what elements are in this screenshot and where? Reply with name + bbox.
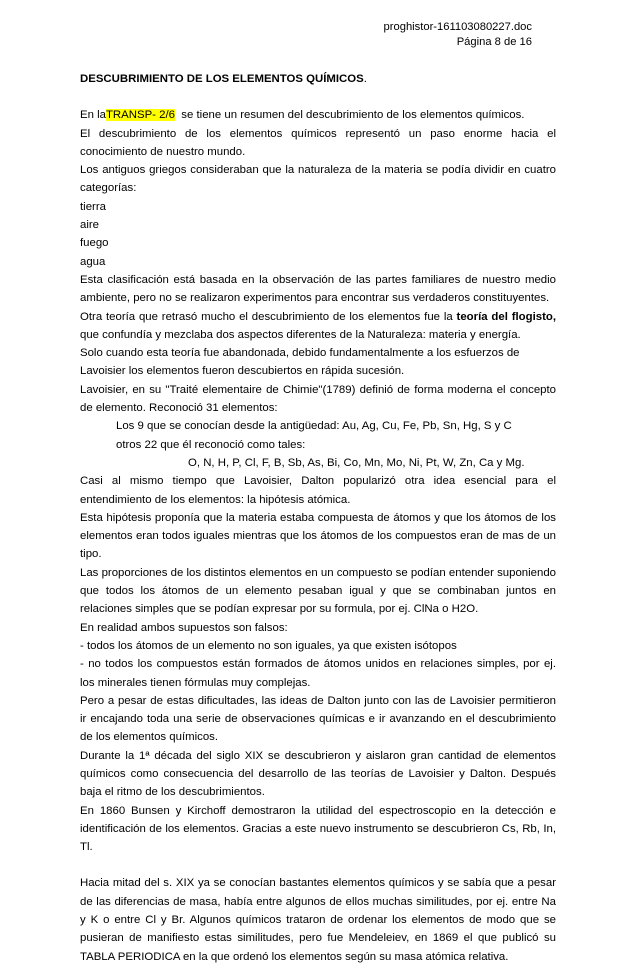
intro-pre: En la [80,109,106,122]
page-header [384,20,532,50]
section-title [80,70,556,88]
section-title-period: . [363,73,367,85]
intro-post: se tiene un resumen del descubrimiento de los elementos químicos. [174,109,525,122]
element-water: agua [80,255,106,268]
section-title-text: DESCUBRIMIENTO DE LOS ELEMENTOS QUÍMICOS [80,73,364,85]
paragraph-3: Esta clasificación está basada en la observación de las partes familiares de nuestro medio ambiente, pero no se realizaron experimentos para encontrar sus verdaderos constituyentes. [80,273,556,305]
paragraph-17: Hacia mitad del s. XIX ya se conocían bastantes elementos químicos y se sabía que a pesar de las diferencias de masa, había entre algunos de ellos muchas similitudes, por ej. entre Na y K o entre Cl y Br. Algunos químicos trataron de ordenar los elementos de modo que se pusieran de manifiesto estas similitudes, pero fue Mendeleiev, en 1869 el que publicó su TABLA PERIODICA en la que ordenó los elementos según su masa atómica relativa. [80,877,556,963]
paragraph-16: En 1860 Bunsen y Kirchoff demostraron la utilidad del espectroscopio en la detección e identificación de los elementos. Gracias a este nuevo instrumento se descubrieron Cs, Rb, In, Tl. [80,804,556,854]
paragraph-13: - no todos los compuestos están formados de átomos unidos en relaciones simples, por ej. los minerales tienen fórmulas muy complejas. [80,658,556,689]
p4-post: que confundía y mezclaba dos aspectos diferentes de la Naturaleza: materia y energía. [80,328,521,341]
paragraph-15: Durante la 1ª década del siglo XIX se descubrieron y aislaron gran cantidad de elementos químicos como consecuencia del desarrollo de las teorías de Lavoisier y Dalton. Después baja el ritmo de los descubrimientos. [80,749,556,799]
intro-paragraph [80,106,556,124]
paragraph-7: Lavoisier, en su "Traité elementaire de Chimie"(1789) definió de forma moderna el concepto de elemento. Reconoció 31 elementos: [80,383,556,415]
paragraph-1: El descubrimiento de los elementos químicos representó un paso enorme hacia el conocimiento de nuestro mundo. [80,127,556,158]
phlogiston-bold: teoría del flogisto, [456,310,556,323]
paragraph-gap [80,856,556,874]
paragraph-5: Solo cuando esta teoría fue abandonada, debido fundamentalmente a los esfuerzos de [80,347,520,360]
lavoisier-list-3: O, N, H, P, Cl, F, B, Sb, As, Bi, Co, Mn, Mo, Ni, Pt, W, Zn, Ca y Mg. [188,456,525,469]
paragraph-12: - todos los átomos de un elemento no son iguales, ya que existen isótopos [80,639,457,652]
paragraph-9: Esta hipótesis proponía que la materia estaba compuesta de átomos y que los átomos de los elementos eran todos iguales mientras que los átomos de los compuestos eran de mas de un tipo. [80,511,556,561]
paragraph-14: Pero a pesar de estas dificultades, las ideas de Dalton junto con las de Lavoisier permitieron ir encajando toda una serie de observaciones químicas e ir avanzando en el descubrimiento de los elementos químicos. [80,694,556,744]
element-fire: fuego [80,237,109,250]
paragraph-10: Las proporciones de los distintos elementos en un compuesto se podían entender suponiendo que todos los átomos de un elemento pesaban igual y que se combinaban juntos en relaciones simples que se podían expresar por su formula, por ej. ClNa o H2O. [80,566,556,616]
p4-pre: Otra teoría que retrasó mucho el descubrimiento de los elementos fue la [80,310,457,323]
lavoisier-list-1: Los 9 que se conocían desde la antigüedad: Au, Ag, Cu, Fe, Pb, Sn, Hg, S y C [116,420,512,433]
document-body [80,70,556,966]
element-earth: tierra [80,200,106,213]
page-number: Página 8 de 16 [456,36,532,48]
paragraph-8: Casi al mismo tiempo que Lavoisier, Dalton popularizó otra idea esencial para el entendimiento de los elementos: la hipótesis atómica. [80,475,556,506]
document-filename: proghistor-161103080227.doc [383,21,532,33]
transp-highlight: TRANSP- 2/6 [105,109,175,122]
element-air: aire [80,219,99,232]
paragraph-2: Los antiguos griegos consideraban que la naturaleza de la materia se podía dividir en cuatro categorías: [80,164,556,195]
lavoisier-list-2: otros 22 que él reconoció como tales: [116,438,306,451]
paragraph-11: En realidad ambos supuestos son falsos: [80,621,288,634]
paragraph-4 [80,308,556,345]
paragraph-6: Lavoisier los elementos fueron descubiertos en rápida sucesión. [80,365,405,378]
